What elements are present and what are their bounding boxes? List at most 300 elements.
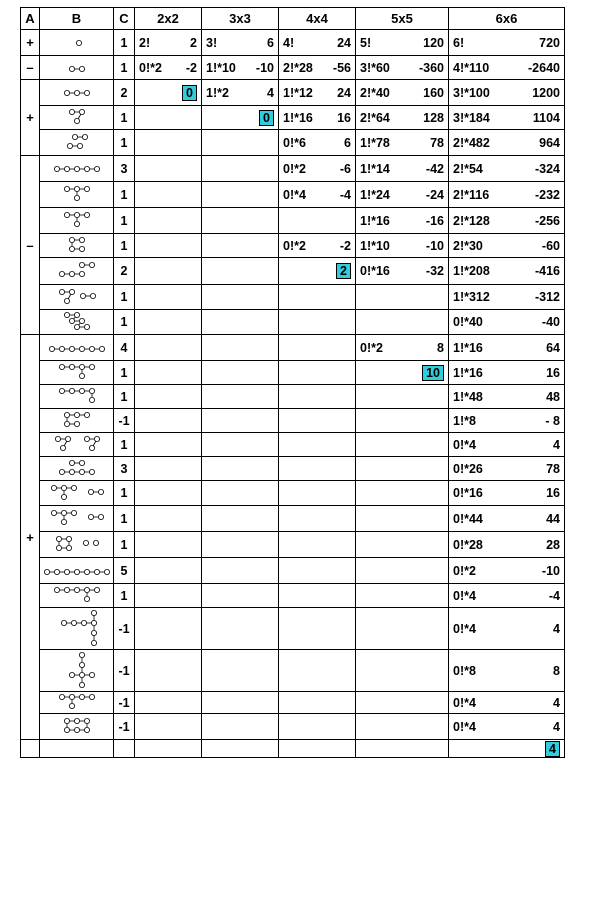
term-value: 24	[337, 85, 351, 100]
graph-vertex	[79, 694, 84, 699]
graph-cell	[40, 481, 114, 506]
graph-vertex	[64, 569, 69, 574]
value-cell	[135, 285, 202, 310]
coefficient-cell: 4	[114, 335, 135, 361]
coefficient-cell: 1	[114, 182, 135, 208]
graph-cell	[40, 650, 114, 692]
graph-vertex	[79, 318, 84, 323]
coefficient-cell: -1	[114, 714, 135, 740]
term-value: -2	[339, 238, 351, 253]
graph-diagram	[50, 586, 103, 605]
value-cell	[449, 285, 565, 310]
graph-vertex	[69, 318, 74, 323]
graph-vertex	[74, 221, 79, 226]
graph-vertex	[69, 237, 74, 242]
value-cell	[135, 740, 202, 758]
table-row	[21, 558, 565, 584]
value-cell	[202, 584, 279, 608]
table-row	[21, 506, 565, 532]
value-cell	[449, 208, 565, 234]
value-cell	[279, 532, 356, 558]
graph-diagram	[55, 288, 99, 307]
table-row	[21, 584, 565, 608]
graph-cell	[40, 310, 114, 335]
value-cell	[279, 558, 356, 584]
graph-vertex	[89, 364, 94, 369]
term-label: 0!*8	[453, 663, 476, 678]
graph-vertex	[99, 346, 104, 351]
value-cell	[135, 584, 202, 608]
term-label: 3!*60	[360, 60, 390, 75]
value-cell	[279, 234, 356, 258]
term-value: 8	[553, 663, 560, 678]
graph-vertex	[64, 421, 69, 426]
coefficient-cell: 1	[114, 106, 135, 130]
highlighted-value: 4	[545, 741, 560, 757]
term-value: -32	[425, 264, 444, 278]
graph-cell	[40, 457, 114, 481]
term-value: -10	[255, 60, 274, 75]
term-label: 1!*78	[360, 135, 390, 150]
value-cell	[356, 310, 449, 335]
coefficient-cell: 2	[114, 258, 135, 285]
table-row	[21, 30, 565, 56]
graph-vertex	[79, 469, 84, 474]
value-cell	[135, 558, 202, 584]
value-cell	[449, 234, 565, 258]
value-cell	[356, 481, 449, 506]
table-row	[21, 130, 565, 156]
term-label: 1!*2	[206, 85, 229, 100]
value-cell	[356, 584, 449, 608]
term-value: -2640	[528, 60, 560, 75]
coefficient-cell: -1	[114, 409, 135, 433]
coefficient-cell: 2	[114, 80, 135, 106]
table-row	[21, 433, 565, 457]
graph-diagram	[47, 509, 107, 528]
graph-vertex	[94, 436, 99, 441]
value-cell	[202, 740, 279, 758]
graph-vertex	[89, 388, 94, 393]
graph-vertex	[66, 545, 71, 550]
graph-vertex	[82, 134, 87, 139]
graph-vertex	[64, 587, 69, 592]
term-value: 64	[546, 340, 560, 355]
value-cell	[202, 433, 279, 457]
value-cell	[279, 361, 356, 385]
value-cell	[356, 506, 449, 532]
term-value: -10	[541, 563, 560, 578]
graph-vertex	[51, 485, 56, 490]
graph-vertex	[65, 436, 70, 441]
term-value: 6	[344, 135, 351, 150]
table-row	[21, 385, 565, 409]
graph-vertex	[64, 166, 69, 171]
graph-vertex	[44, 569, 49, 574]
graph-cell	[40, 208, 114, 234]
graph-vertex	[69, 672, 74, 677]
graph-cell	[40, 558, 114, 584]
graph-diagram	[55, 262, 98, 280]
term-value: -24	[425, 187, 444, 202]
value-cell	[202, 481, 279, 506]
sign-cell: +	[21, 30, 40, 56]
value-cell	[202, 409, 279, 433]
value-cell	[135, 692, 202, 714]
value-cell	[135, 258, 202, 285]
graph-diagram	[40, 564, 113, 578]
term-value: 4	[553, 437, 560, 452]
graph-vertex	[66, 536, 71, 541]
table-row	[21, 608, 565, 650]
highlighted-value: 10	[422, 365, 444, 381]
term-label: 2!*482	[453, 135, 490, 150]
graph-vertex	[84, 166, 89, 171]
coefficient-cell: 3	[114, 457, 135, 481]
header-cell: 5x5	[356, 8, 449, 30]
graph-vertex	[84, 90, 89, 95]
value-cell	[202, 182, 279, 208]
value-cell	[279, 258, 356, 285]
term-value: 720	[539, 35, 560, 50]
graph-diagram	[52, 535, 102, 554]
graph-diagram	[68, 36, 85, 49]
coefficient-cell: 1	[114, 532, 135, 558]
header-row	[21, 8, 565, 30]
graph-vertex	[88, 489, 93, 494]
graph-diagram	[55, 363, 98, 382]
value-cell	[279, 714, 356, 740]
value-cell	[449, 584, 565, 608]
graph-vertex	[74, 718, 79, 723]
value-cell	[279, 56, 356, 80]
graph-vertex	[69, 388, 74, 393]
graph-vertex	[64, 90, 69, 95]
value-cell	[135, 506, 202, 532]
term-label: 1!*10	[206, 60, 236, 75]
graph-vertex	[79, 109, 84, 114]
graph-diagram	[55, 693, 98, 712]
graph-cell	[40, 234, 114, 258]
term-value: 160	[423, 85, 444, 100]
value-cell	[202, 692, 279, 714]
value-cell	[356, 80, 449, 106]
value-cell	[449, 56, 565, 80]
table-row	[21, 692, 565, 714]
value-cell	[449, 385, 565, 409]
table-row	[21, 310, 565, 335]
table-row	[21, 285, 565, 310]
graph-vertex	[49, 346, 54, 351]
term-value: -416	[534, 264, 560, 278]
term-value: 964	[539, 135, 560, 150]
coefficient-cell: 1	[114, 130, 135, 156]
value-cell	[202, 310, 279, 335]
value-cell	[135, 30, 202, 56]
graph-diagram	[54, 608, 100, 649]
value-cell	[449, 481, 565, 506]
table-row	[21, 650, 565, 692]
value-cell	[279, 692, 356, 714]
graph-cell	[40, 740, 114, 758]
term-value: 16	[546, 365, 560, 380]
value-cell	[279, 409, 356, 433]
graph-vertex	[91, 640, 96, 645]
value-cell	[202, 30, 279, 56]
term-value: -42	[425, 161, 444, 176]
graph-vertex	[74, 412, 79, 417]
graph-diagram	[65, 108, 88, 127]
value-cell	[202, 56, 279, 80]
value-cell	[202, 258, 279, 285]
graph-vertex	[61, 620, 66, 625]
value-cell	[356, 433, 449, 457]
value-cell	[135, 80, 202, 106]
value-cell	[202, 106, 279, 130]
graph-diagram	[60, 211, 93, 230]
term-value: 4	[553, 695, 560, 710]
value-cell	[202, 361, 279, 385]
graph-vertex	[69, 109, 74, 114]
value-cell	[449, 106, 565, 130]
value-cell	[279, 481, 356, 506]
graph-vertex	[71, 510, 76, 515]
value-cell	[449, 506, 565, 532]
term-label: 2!*116	[453, 187, 490, 202]
graph-vertex	[84, 569, 89, 574]
value-cell	[279, 385, 356, 409]
term-label: 1!*16	[453, 340, 483, 355]
term-label: 0!*4	[453, 437, 476, 452]
graph-diagram	[56, 650, 98, 691]
graph-vertex	[69, 460, 74, 465]
value-cell	[356, 740, 449, 758]
value-cell	[449, 409, 565, 433]
term-value: -60	[541, 238, 560, 253]
graph-vertex	[72, 134, 77, 139]
graph-vertex	[64, 212, 69, 217]
graph-diagram	[65, 61, 88, 75]
graph-vertex	[74, 587, 79, 592]
graph-cell	[40, 608, 114, 650]
graph-vertex	[61, 519, 66, 524]
value-cell	[202, 506, 279, 532]
graph-vertex	[84, 718, 89, 723]
value-cell	[449, 433, 565, 457]
graph-cell	[40, 361, 114, 385]
term-value: -232	[534, 187, 560, 202]
graph-diagram	[63, 134, 91, 152]
value-cell	[135, 608, 202, 650]
term-label: 2!*30	[453, 238, 483, 253]
graph-vertex	[79, 262, 84, 267]
value-cell	[135, 409, 202, 433]
graph-vertex	[71, 620, 76, 625]
graph-vertex	[84, 587, 89, 592]
term-label: 5!	[360, 35, 372, 50]
graph-vertex	[69, 346, 74, 351]
value-cell	[135, 106, 202, 130]
graph-vertex	[69, 66, 74, 71]
term-value: -16	[425, 213, 444, 228]
term-value: 28	[546, 537, 560, 552]
graph-diagram	[55, 387, 98, 406]
term-label: 1!*48	[453, 389, 483, 404]
term-label: 1!*16	[360, 213, 390, 228]
value-cell	[135, 433, 202, 457]
graph-vertex	[88, 514, 93, 519]
graph-cell	[40, 156, 114, 182]
graph-diagram	[55, 460, 98, 478]
header-cell: 6x6	[449, 8, 565, 30]
graph-cell	[40, 714, 114, 740]
value-cell	[356, 608, 449, 650]
header-cell: 4x4	[279, 8, 356, 30]
value-cell	[356, 258, 449, 285]
coefficient-cell: 1	[114, 385, 135, 409]
value-cell	[202, 156, 279, 182]
value-cell	[135, 361, 202, 385]
term-label: 4!*110	[453, 60, 490, 75]
value-cell	[202, 130, 279, 156]
value-cell	[202, 80, 279, 106]
graph-vertex	[79, 662, 84, 667]
graph-cell	[40, 532, 114, 558]
value-cell	[202, 285, 279, 310]
coefficient-cell: 1	[114, 234, 135, 258]
value-cell	[202, 234, 279, 258]
graph-vertex	[94, 166, 99, 171]
graph-cell	[40, 258, 114, 285]
graph-vertex	[64, 186, 69, 191]
graph-diagram	[65, 236, 88, 255]
value-cell	[135, 130, 202, 156]
term-value: -360	[418, 60, 444, 75]
graph-vertex	[56, 545, 61, 550]
term-label: 0!*2	[360, 340, 383, 355]
coefficient-cell: 1	[114, 361, 135, 385]
graph-vertex	[90, 293, 95, 298]
graph-diagram	[60, 86, 93, 99]
value-cell	[356, 714, 449, 740]
term-label: 0!*16	[453, 486, 483, 500]
term-value: 24	[337, 35, 351, 50]
value-cell	[279, 30, 356, 56]
value-cell	[135, 56, 202, 80]
value-cell	[279, 130, 356, 156]
value-cell	[449, 156, 565, 182]
coefficient-cell: 1	[114, 56, 135, 80]
value-cell	[356, 285, 449, 310]
term-label: 0!*4	[453, 695, 476, 710]
term-label: 1!*312	[453, 290, 490, 304]
value-cell	[356, 234, 449, 258]
graph-cell	[40, 385, 114, 409]
graph-vertex	[98, 489, 103, 494]
value-cell	[279, 335, 356, 361]
value-cell	[449, 692, 565, 714]
value-cell	[135, 156, 202, 182]
value-cell	[202, 608, 279, 650]
value-cell	[449, 80, 565, 106]
graph-diagram	[51, 435, 103, 454]
graph-vertex	[77, 143, 82, 148]
graph-vertex	[69, 271, 74, 276]
coefficient-cell: -1	[114, 650, 135, 692]
value-cell	[449, 130, 565, 156]
graph-vertex	[89, 262, 94, 267]
graph-vertex	[69, 246, 74, 251]
term-label: 0!*44	[453, 511, 483, 526]
value-cell	[202, 457, 279, 481]
term-label: 1!*14	[360, 161, 390, 176]
graph-vertex	[93, 540, 98, 545]
value-cell	[279, 80, 356, 106]
value-cell	[202, 208, 279, 234]
graph-vertex	[89, 346, 94, 351]
value-cell	[202, 335, 279, 361]
sign-cell: +	[21, 335, 40, 740]
sign-cell: +	[21, 80, 40, 156]
value-cell	[202, 714, 279, 740]
graph-vertex	[59, 469, 64, 474]
graph-vertex	[60, 445, 65, 450]
coefficient-cell: 1	[114, 310, 135, 335]
graph-vertex	[51, 510, 56, 515]
term-label: 2!*40	[360, 85, 390, 100]
graph-vertex	[64, 718, 69, 723]
table-row	[21, 182, 565, 208]
value-cell	[135, 335, 202, 361]
term-value: 1200	[532, 85, 560, 100]
value-cell	[449, 182, 565, 208]
coefficient-cell: 1	[114, 506, 135, 532]
value-cell	[356, 650, 449, 692]
graph-vertex	[91, 630, 96, 635]
highlighted-value: 0	[259, 110, 274, 126]
graph-diagram	[47, 484, 107, 503]
table-row	[21, 56, 565, 80]
graph-diagram	[50, 162, 103, 175]
value-cell	[202, 558, 279, 584]
term-value: 48	[546, 389, 560, 404]
value-cell	[279, 285, 356, 310]
graph-vertex	[59, 271, 64, 276]
value-cell	[356, 385, 449, 409]
value-cell	[279, 208, 356, 234]
term-value: -4	[339, 187, 351, 202]
graph-cell	[40, 30, 114, 56]
coefficient-cell: -1	[114, 692, 135, 714]
graph-vertex	[76, 40, 81, 45]
table-row	[21, 258, 565, 285]
graph-diagram	[60, 717, 93, 736]
value-cell	[279, 650, 356, 692]
value-cell	[356, 692, 449, 714]
value-cell	[449, 650, 565, 692]
graph-cell	[40, 130, 114, 156]
value-cell	[279, 182, 356, 208]
term-label: 1!*10	[360, 238, 390, 253]
graph-cell	[40, 106, 114, 130]
value-cell	[356, 56, 449, 80]
graph-vertex	[74, 118, 79, 123]
header-cell: C	[114, 8, 135, 30]
value-cell	[135, 310, 202, 335]
table-row	[21, 208, 565, 234]
term-value: 16	[546, 486, 560, 500]
term-value: -10	[425, 238, 444, 253]
